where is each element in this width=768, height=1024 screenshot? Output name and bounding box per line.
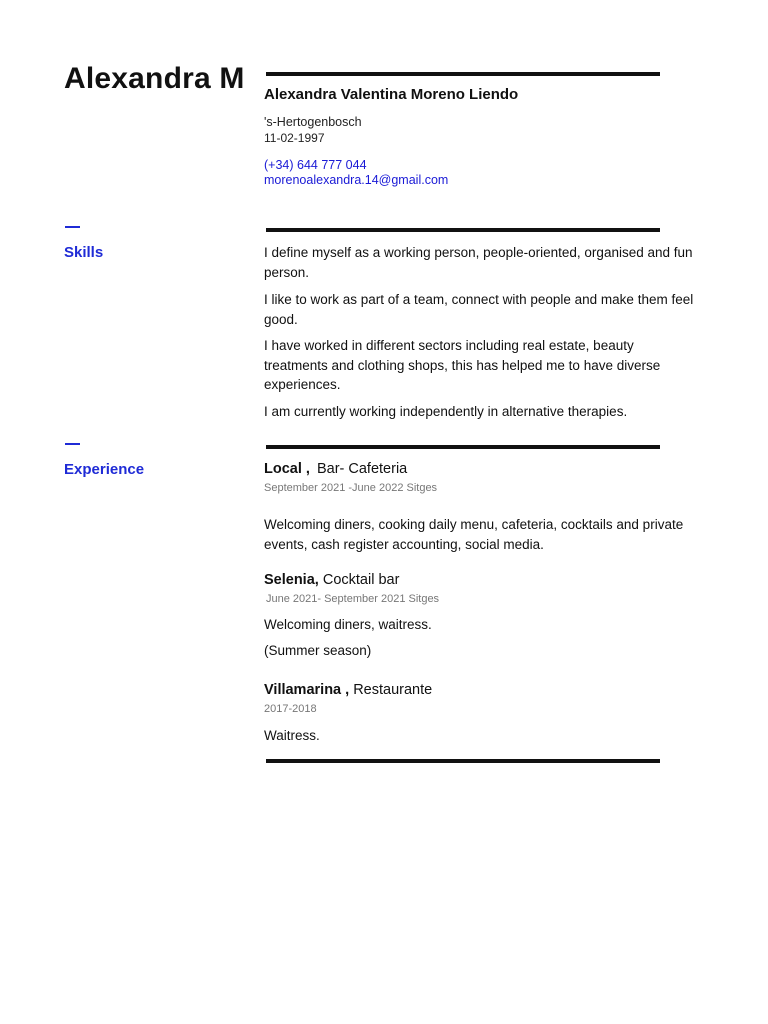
job-title	[264, 682, 432, 698]
skills-paragraph: I like to work as part of a team, connect with people and make them feel good.	[264, 292, 694, 327]
section-divider	[266, 445, 660, 449]
job-company: Villamarina ,	[264, 682, 350, 698]
skills-paragraph: I have worked in different sectors including real estate, beauty treatments and clothing shops, this has helped me to have diverse experiences.	[264, 338, 661, 392]
job-role: Restaurante	[353, 682, 433, 698]
section-divider	[266, 759, 660, 763]
skills-paragraph: I am currently working independently in alternative therapies.	[264, 404, 628, 419]
resume-full-name: Alexandra Valentina Moreno Liendo	[264, 86, 519, 103]
section-divider	[266, 72, 660, 76]
job-description: Welcoming diners, cooking daily menu, cafeteria, cocktails and private events, cash register accounting, social media.	[264, 517, 684, 552]
job-role: Cocktail bar	[322, 572, 400, 588]
job-title	[264, 572, 399, 588]
job-company: Local ,	[264, 461, 310, 477]
section-title-skills: Skills	[64, 244, 104, 261]
job-description: (Summer season)	[264, 643, 372, 658]
job-title	[264, 461, 407, 477]
job-role: Bar- Cafeteria	[316, 461, 408, 477]
job-dates: 2017-2018	[264, 703, 317, 715]
job-company: Selenia,	[264, 572, 319, 588]
section-marker-experience	[65, 443, 80, 445]
job-description: Waitress.	[264, 728, 320, 743]
job-dates: June 2021- September 2021 Sitges	[266, 593, 440, 605]
contact-city: 's-Hertogenbosch	[264, 115, 362, 129]
job-dates: September 2021 -June 2022 Sitges	[264, 482, 438, 494]
contact-birth-date: 11-02-1997	[264, 131, 325, 145]
job-description: Welcoming diners, waitress.	[264, 617, 432, 632]
resume-short-name: Alexandra M	[64, 62, 245, 95]
contact-email-link[interactable]: morenoalexandra.14@gmail.com	[264, 173, 449, 187]
section-divider	[266, 228, 660, 232]
contact-phone-link[interactable]: (+34) 644 777 044	[264, 158, 367, 172]
skills-paragraph: I define myself as a working person, people-oriented, organised and fun person.	[264, 245, 693, 280]
section-marker-skills	[65, 226, 80, 228]
section-title-experience: Experience	[64, 461, 145, 478]
